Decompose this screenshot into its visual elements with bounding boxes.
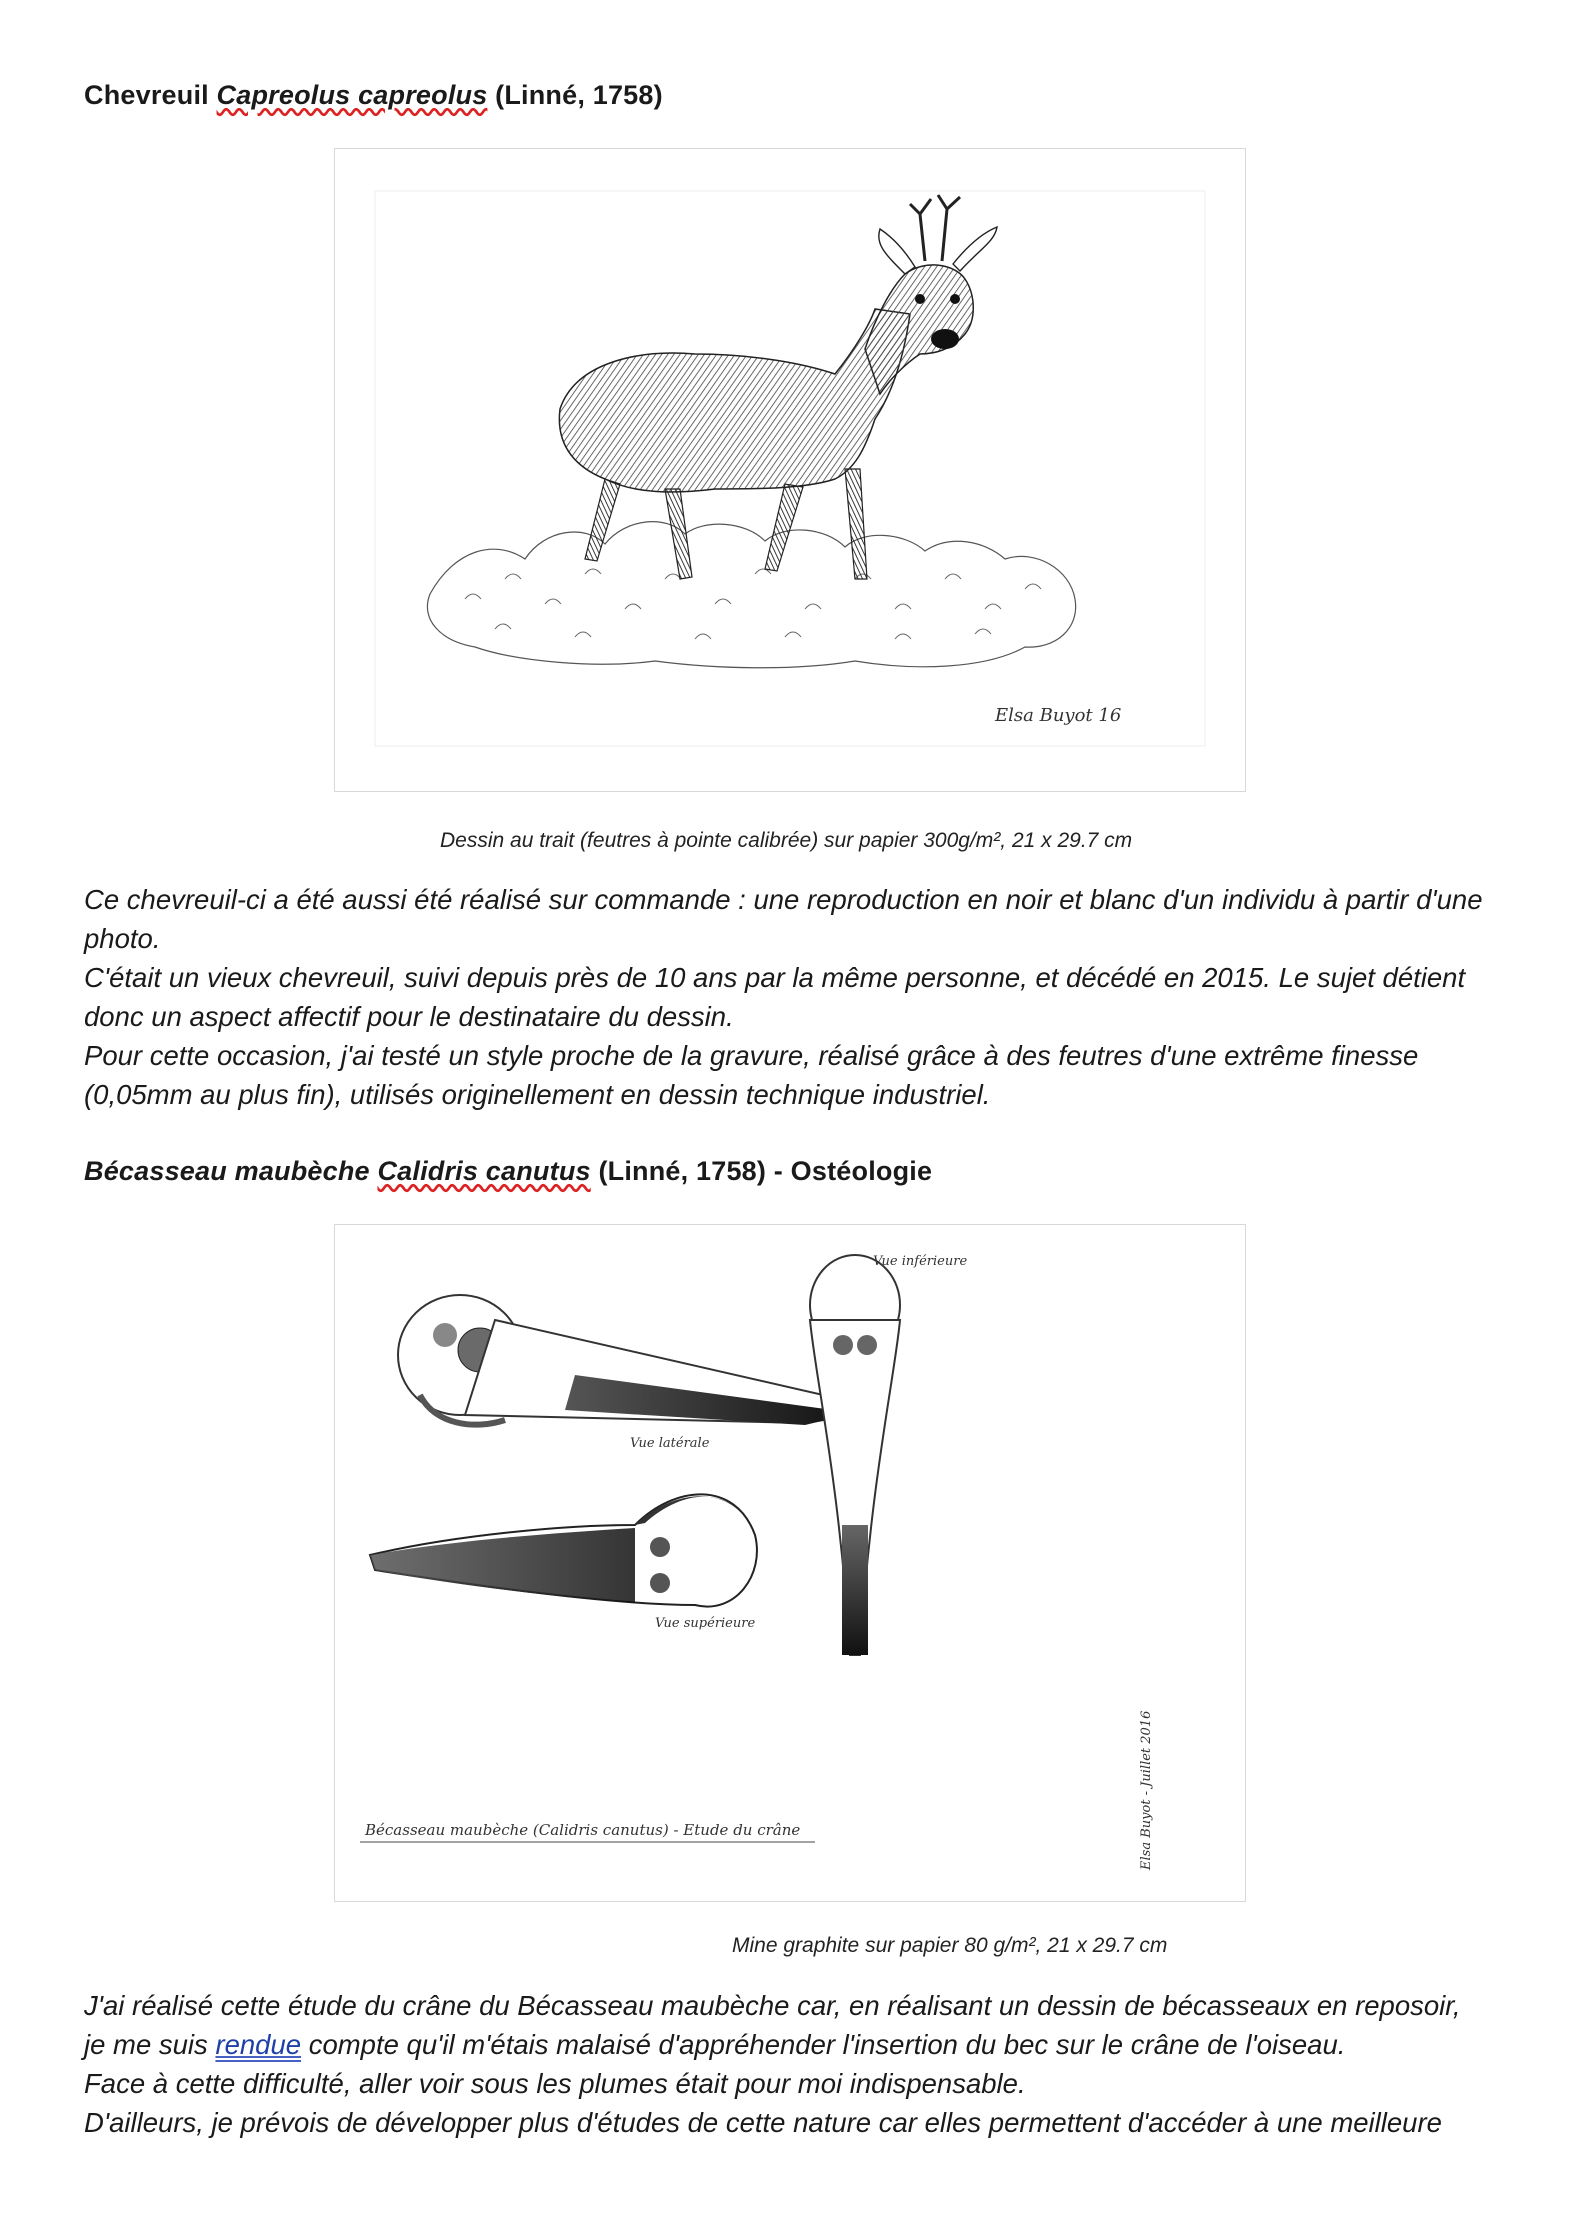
heading-common-name: Chevreuil (84, 80, 209, 110)
deer-antlers (910, 195, 960, 261)
roe-deer-drawing (334, 148, 1246, 792)
section-heading-becasseau (84, 1156, 932, 1187)
spellcheck-marked-word: rendue (215, 2029, 302, 2060)
paragraph-chevreuil (84, 880, 1494, 1114)
deer-head (865, 265, 973, 394)
heading-author-year: (Linné, 1758) (495, 80, 663, 110)
superior-view-label: Vue supérieure (655, 1616, 756, 1631)
paragraph-line: Ce chevreuil-ci a été aussi été réalisé sur commande : une reproduction en noir et blanc d'un individu à partir d'une photo. (84, 884, 1483, 954)
skull-lateral-view (398, 1295, 855, 1451)
deer-eye (915, 294, 925, 304)
paragraph-text: compte qu'il m'étais malaisé d'appréhender l'insertion du bec sur le crâne de l'oiseau. (301, 2029, 1346, 2060)
heading-scientific-name: Capreolus capreolus (216, 80, 488, 110)
section-heading-chevreuil (84, 80, 663, 111)
roe-deer-illustration (335, 149, 1245, 791)
paragraph-becasseau (84, 1986, 1494, 2142)
paragraph-line: C'était un vieux chevreuil, suivi depuis près de 10 ans par la même personne, et décédé en 2015. Le sujet détient donc un aspect affectif pour le destinataire du dessin. (84, 962, 1466, 1032)
skull-illustration (335, 1225, 1245, 1901)
skull-signature: Elsa Buyot - Juillet 2016 (1139, 1710, 1154, 1870)
inferior-view-label: Vue inférieure (873, 1254, 968, 1269)
paragraph-line: Pour cette occasion, j'ai testé un style proche de la gravure, réalisé grâce à des feutres d'une extrême finesse (0,05mm au plus fin), utilisés originellement en dessin technique industriel. (84, 1040, 1419, 1110)
skull-inferior-view (810, 1254, 967, 1655)
heading-scientific-name: Calidris canutus (377, 1156, 591, 1186)
paragraph-line: Face à cette difficulté, aller voir sous les plumes était pour moi indispensable. (84, 2068, 1026, 2099)
skull-study-drawing (334, 1224, 1246, 1902)
paragraph-text: je me suis (84, 2029, 216, 2060)
paragraph-line (84, 2025, 1494, 2064)
paragraph-line: J'ai réalisé cette étude du crâne du Bécasseau maubèche car, en réalisant un dessin de bécasseaux en reposoir, (84, 1990, 1461, 2021)
lateral-view-label: Vue latérale (630, 1436, 710, 1451)
skull-superior-view (370, 1494, 757, 1631)
deer-body (559, 309, 910, 492)
paragraph-line: D'ailleurs, je prévois de développer plus d'études de cette nature car elles permettent d'accéder à une meilleure (84, 2107, 1442, 2138)
figure-caption-becasseau: Mine graphite sur papier 80 g/m², 21 x 29.7 cm (732, 1934, 1168, 1957)
deer-nose (931, 329, 959, 349)
drawing-signature: Elsa Buyot 16 (995, 705, 1122, 726)
heading-author-year: (Linné, 1758) - Ostéologie (598, 1156, 933, 1186)
figure-caption-chevreuil: Dessin au trait (feutres à pointe calibrée) sur papier 300g/m², 21 x 29.7 cm (440, 829, 1133, 852)
vegetation-shape (427, 522, 1075, 668)
study-title-label: Bécasseau maubèche (Calidris canutus) - Etude du crâne (365, 1821, 801, 1839)
heading-common-name: Bécasseau maubèche (84, 1156, 370, 1186)
